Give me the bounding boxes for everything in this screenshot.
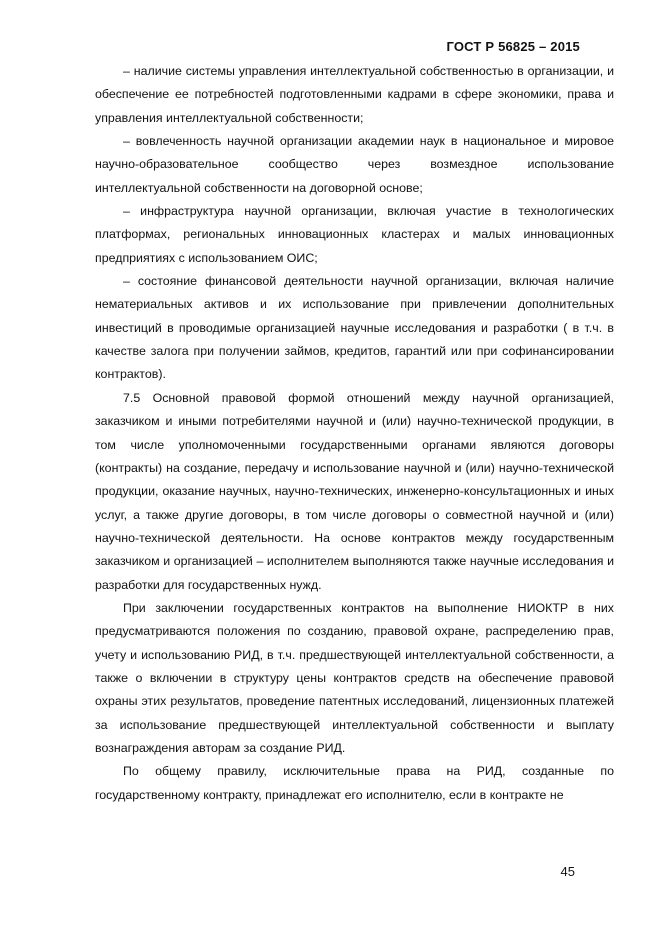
paragraph-financial-activity: – состояние финансовой деятельности научной организации, включая наличие нематериальных активов и их использование при привлечении дополнительных инвестиций в проводимые организацией научные исследования и разработки ( в т.ч. в качестве залога при получении займов, кредитов, гарантий или при софинансировании контрактов). [95, 274, 614, 382]
paragraph-section-7-5: 7.5 Основной правовой формой отношений между научной организацией, заказчиком и иными потребителями научной и (или) научно-технической продукции, в том числе уполномоченными государственными органами являются договоры (контракты) на создание, передачу и использование научной и (или) научно-технической продукции, оказание научных, научно-технических, инженерно-консультационных и иных услуг, а также другие договоры, в том числе договоры о совместной научной и (или) научно-технической деятельности. На основе контрактов между государственным заказчиком и организацией – исполнителем выполняются также научные исследования и разработки для государственных нужд. [95, 390, 614, 592]
paragraph-infrastructure: – инфраструктура научной организации, включая участие в технологических платформах, региональных инновационных кластерах и малых инновационных предприятиях с использованием ОИС; [95, 204, 614, 265]
paragraph-state-contracts: При заключении государственных контрактов на выполнение НИОКТР в них предусматриваются положения по созданию, правовой охране, распределению прав, учету и использованию РИД, в т.ч. предшествующей интеллектуальной собственности, а также о включении в структуру цены контрактов средств на обеспечение правовой охраны этих результатов, проведение патентных исследований, лицензионных платежей за использование предшествующей интеллектуальной собственности и выплату вознаграждения авторам за создание РИД. [95, 600, 614, 755]
document-body [95, 60, 614, 807]
document-code-header: ГОСТ Р 56825 – 2015 [446, 39, 580, 54]
paragraph-ip-management-system: – наличие системы управления интеллектуальной собственностью в организации, и обеспечение ее потребностей подготовленными кадрами в сфере экономики, права и управления интеллектуальной собственности; [95, 64, 614, 125]
paragraph-exclusive-rights: По общему правилу, исключительные права на РИД, созданные по государственному контракту, принадлежат его исполнителю, если в контракте не [95, 764, 614, 802]
page-number: 45 [560, 864, 575, 879]
paragraph-academic-involvement: – вовлеченность научной организации академии наук в национальное и мировое научно-образовательное сообщество через возмездное использование интеллектуальной собственности на договорной основе; [95, 134, 614, 195]
